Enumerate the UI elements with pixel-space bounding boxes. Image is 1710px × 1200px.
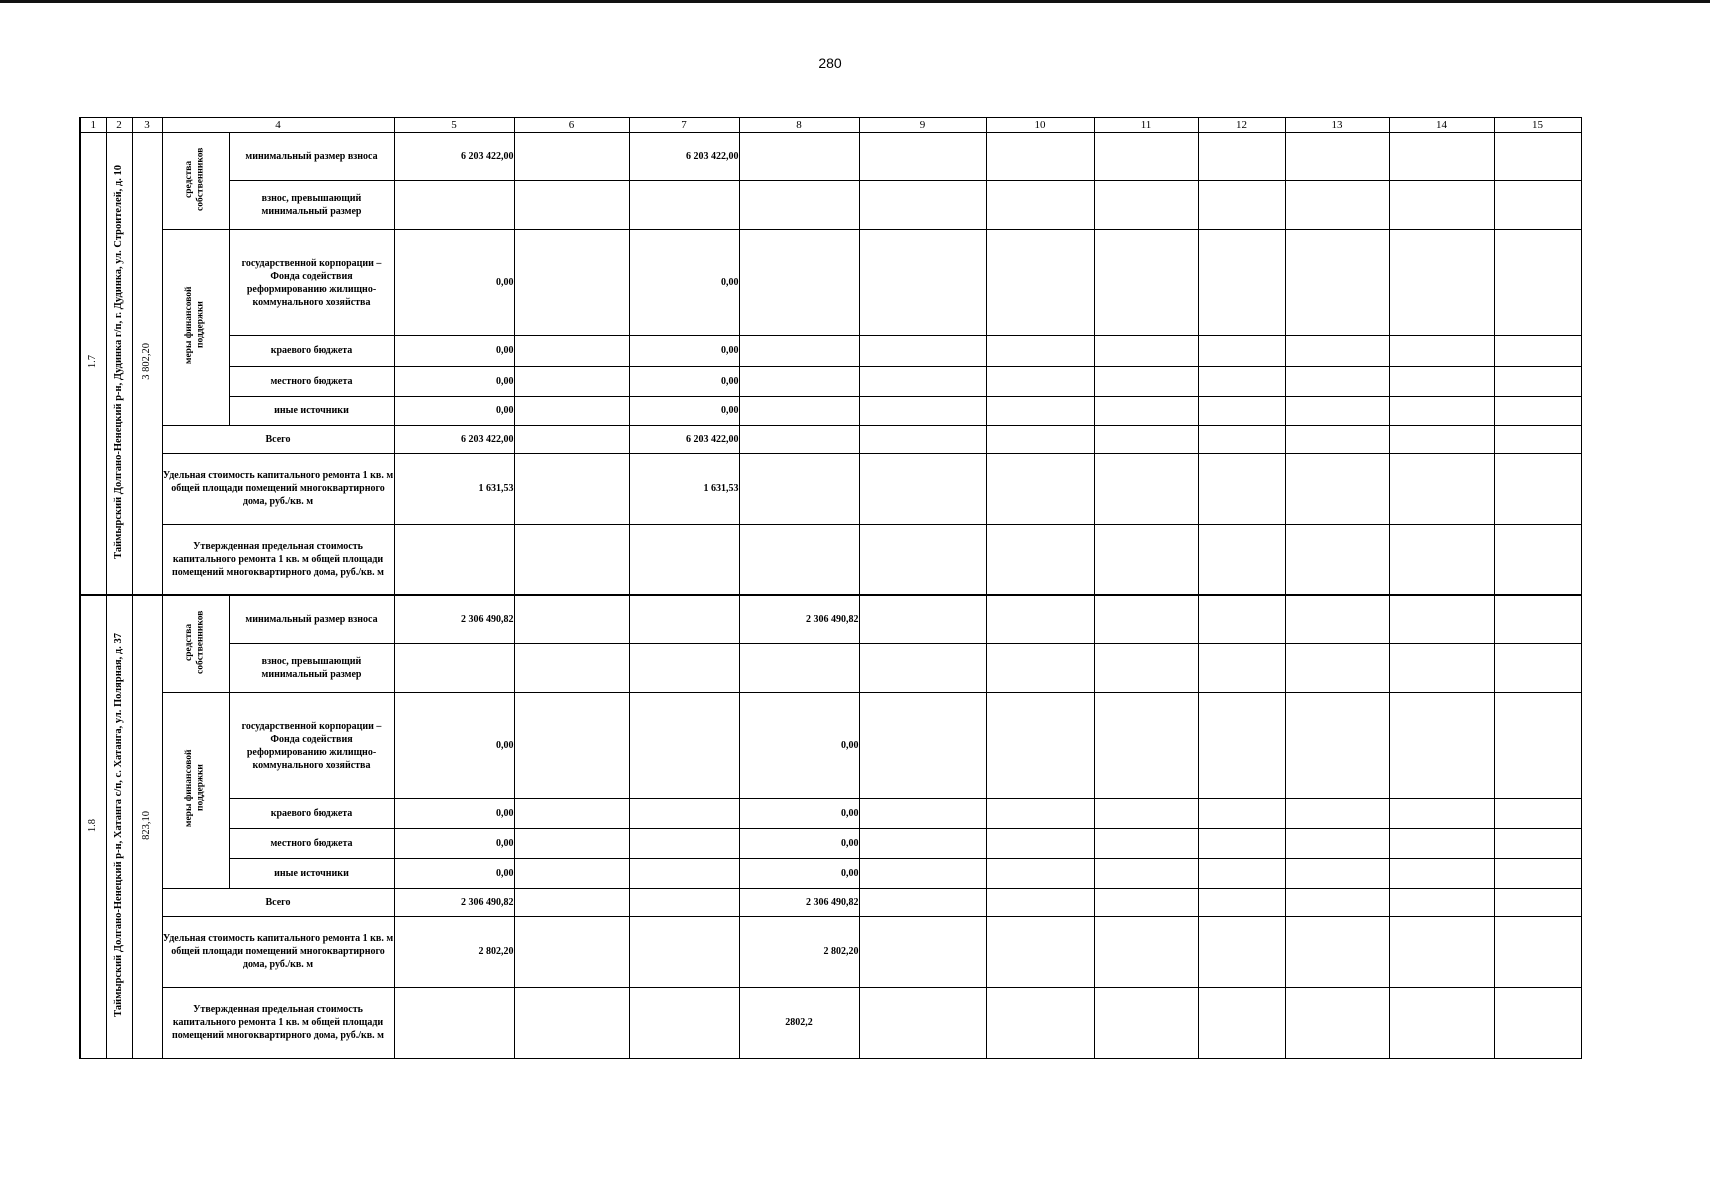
cell-col13 xyxy=(1285,799,1389,829)
cell-col10 xyxy=(986,859,1094,888)
cell-col15 xyxy=(1494,524,1581,595)
row-label-unit-cost: Удельная стоимость капитального ремонта 1 кв. м общей площади помещений многоквартирного дома, руб./кв. м xyxy=(162,453,394,524)
cell-col12 xyxy=(1198,799,1285,829)
cell-col12 xyxy=(1198,916,1285,987)
cell-col6 xyxy=(514,396,629,425)
col-num-13: 13 xyxy=(1285,118,1389,133)
cell-col6 xyxy=(514,230,629,336)
cell-col10 xyxy=(986,425,1094,453)
cell-col14 xyxy=(1389,366,1494,396)
cell-col6 xyxy=(514,916,629,987)
table-row xyxy=(80,396,1581,425)
table-row xyxy=(80,425,1581,453)
section-number: 1.8 xyxy=(80,595,106,1058)
cell-col15 xyxy=(1494,859,1581,888)
cell-col12 xyxy=(1198,453,1285,524)
cell-col11 xyxy=(1094,453,1198,524)
row-label-total: Всего xyxy=(162,888,394,916)
cell-col5: 1 631,53 xyxy=(394,453,514,524)
cell-col11 xyxy=(1094,693,1198,799)
cell-col14 xyxy=(1389,799,1494,829)
cell-col14 xyxy=(1389,133,1494,181)
cell-col12 xyxy=(1198,230,1285,336)
cell-col14 xyxy=(1389,336,1494,366)
cell-col11 xyxy=(1094,396,1198,425)
group-owners-funds: средства собственников xyxy=(162,595,229,692)
cell-col7: 6 203 422,00 xyxy=(629,133,739,181)
page-number: 280 xyxy=(818,55,842,71)
cell-col12 xyxy=(1198,693,1285,799)
cell-col12 xyxy=(1198,425,1285,453)
cell-col11 xyxy=(1094,829,1198,859)
cell-col14 xyxy=(1389,230,1494,336)
cell-col14 xyxy=(1389,644,1494,693)
group-financial-support: меры финансовой поддержки xyxy=(162,693,229,888)
table-row xyxy=(80,799,1581,829)
cell-col15 xyxy=(1494,829,1581,859)
cell-col11 xyxy=(1094,181,1198,230)
cell-col13 xyxy=(1285,859,1389,888)
row-label: государственной корпорации – Фонда содействия реформированию жилищно-коммунального хозяйства xyxy=(229,693,394,799)
column-number-row xyxy=(80,118,1581,133)
cell-col9 xyxy=(859,987,986,1058)
table-row xyxy=(80,829,1581,859)
section-number: 1.7 xyxy=(80,133,106,596)
house-area: 823,10 xyxy=(132,595,162,1058)
cell-col6 xyxy=(514,799,629,829)
cell-col8: 0,00 xyxy=(739,799,859,829)
cell-col6 xyxy=(514,888,629,916)
col-num-10: 10 xyxy=(986,118,1094,133)
cell-col5: 0,00 xyxy=(394,859,514,888)
cell-col11 xyxy=(1094,888,1198,916)
cell-col15 xyxy=(1494,644,1581,693)
cell-col10 xyxy=(986,453,1094,524)
cell-col13 xyxy=(1285,524,1389,595)
cell-col8 xyxy=(739,524,859,595)
cell-col5: 0,00 xyxy=(394,336,514,366)
cell-col9 xyxy=(859,230,986,336)
cell-col9 xyxy=(859,799,986,829)
cell-col9 xyxy=(859,644,986,693)
cell-col8 xyxy=(739,181,859,230)
cell-col12 xyxy=(1198,987,1285,1058)
cell-col5: 0,00 xyxy=(394,799,514,829)
cell-col13 xyxy=(1285,336,1389,366)
cell-col9 xyxy=(859,366,986,396)
cell-col10 xyxy=(986,396,1094,425)
cell-col14 xyxy=(1389,829,1494,859)
cell-col6 xyxy=(514,859,629,888)
row-label: краевого бюджета xyxy=(229,336,394,366)
cell-col6 xyxy=(514,366,629,396)
cell-col15 xyxy=(1494,366,1581,396)
cell-col12 xyxy=(1198,133,1285,181)
cell-col12 xyxy=(1198,859,1285,888)
house-address: Таймырский Долгано-Ненецкий р-н, Дудинка г/п, г. Дудинка, ул. Строителей, д. 10 xyxy=(106,133,132,596)
cell-col13 xyxy=(1285,230,1389,336)
cell-col11 xyxy=(1094,366,1198,396)
cell-col15 xyxy=(1494,453,1581,524)
col-num-3: 3 xyxy=(132,118,162,133)
cell-col5 xyxy=(394,181,514,230)
col-num-12: 12 xyxy=(1198,118,1285,133)
cell-col8: 2 306 490,82 xyxy=(739,595,859,643)
cell-col15 xyxy=(1494,693,1581,799)
row-label: взнос, превышающий минимальный размер xyxy=(229,181,394,230)
cell-col14 xyxy=(1389,181,1494,230)
cell-col12 xyxy=(1198,396,1285,425)
cell-col7 xyxy=(629,799,739,829)
cell-col10 xyxy=(986,888,1094,916)
cell-col5: 0,00 xyxy=(394,396,514,425)
cell-col8 xyxy=(739,453,859,524)
cell-col6 xyxy=(514,987,629,1058)
cell-col8 xyxy=(739,396,859,425)
cell-col15 xyxy=(1494,799,1581,829)
col-num-14: 14 xyxy=(1389,118,1494,133)
cell-col11 xyxy=(1094,230,1198,336)
cell-col13 xyxy=(1285,987,1389,1058)
row-label: взнос, превышающий минимальный размер xyxy=(229,644,394,693)
cell-col14 xyxy=(1389,595,1494,643)
cell-col12 xyxy=(1198,644,1285,693)
cell-col8: 2 802,20 xyxy=(739,916,859,987)
col-num-4: 4 xyxy=(162,118,394,133)
cell-col10 xyxy=(986,336,1094,366)
cell-col11 xyxy=(1094,644,1198,693)
cell-col15 xyxy=(1494,396,1581,425)
cell-col7 xyxy=(629,859,739,888)
cell-col9 xyxy=(859,425,986,453)
cell-col9 xyxy=(859,859,986,888)
cell-col13 xyxy=(1285,425,1389,453)
row-label-total: Всего xyxy=(162,425,394,453)
cell-col5: 0,00 xyxy=(394,366,514,396)
table-row xyxy=(80,366,1581,396)
cell-col5 xyxy=(394,987,514,1058)
cell-col7: 1 631,53 xyxy=(629,453,739,524)
cell-col9 xyxy=(859,693,986,799)
cell-col13 xyxy=(1285,693,1389,799)
row-label: иные источники xyxy=(229,396,394,425)
row-label: местного бюджета xyxy=(229,829,394,859)
table-row xyxy=(80,987,1581,1058)
cell-col12 xyxy=(1198,829,1285,859)
row-label: краевого бюджета xyxy=(229,799,394,829)
col-num-5: 5 xyxy=(394,118,514,133)
cell-col13 xyxy=(1285,644,1389,693)
cell-col9 xyxy=(859,453,986,524)
cell-col8: 0,00 xyxy=(739,829,859,859)
cell-col13 xyxy=(1285,133,1389,181)
table-row xyxy=(80,859,1581,888)
cell-col13 xyxy=(1285,396,1389,425)
cell-col5: 6 203 422,00 xyxy=(394,133,514,181)
cell-col9 xyxy=(859,888,986,916)
row-label-max-cost: Утвержденная предельная стоимость капитального ремонта 1 кв. м общей площади помещений многоквартирного дома, руб./кв. м xyxy=(162,524,394,595)
cell-col14 xyxy=(1389,453,1494,524)
cell-col7 xyxy=(629,693,739,799)
cell-col9 xyxy=(859,595,986,643)
cell-col5: 0,00 xyxy=(394,829,514,859)
cell-col5: 0,00 xyxy=(394,230,514,336)
cell-col14 xyxy=(1389,693,1494,799)
col-num-15: 15 xyxy=(1494,118,1581,133)
table-row xyxy=(80,336,1581,366)
cell-col7: 0,00 xyxy=(629,396,739,425)
cell-col7 xyxy=(629,829,739,859)
cell-col6 xyxy=(514,829,629,859)
table-row xyxy=(80,595,1581,643)
cell-col12 xyxy=(1198,888,1285,916)
financing-table xyxy=(79,117,1582,1059)
col-num-6: 6 xyxy=(514,118,629,133)
cell-col7 xyxy=(629,595,739,643)
table-row xyxy=(80,524,1581,595)
cell-col11 xyxy=(1094,425,1198,453)
col-num-7: 7 xyxy=(629,118,739,133)
cell-col11 xyxy=(1094,987,1198,1058)
cell-col8 xyxy=(739,366,859,396)
cell-col12 xyxy=(1198,595,1285,643)
cell-col13 xyxy=(1285,595,1389,643)
cell-col12 xyxy=(1198,366,1285,396)
cell-col10 xyxy=(986,916,1094,987)
col-num-1: 1 xyxy=(80,118,106,133)
table-row xyxy=(80,644,1581,693)
cell-col14 xyxy=(1389,396,1494,425)
cell-col8 xyxy=(739,230,859,336)
cell-col15 xyxy=(1494,425,1581,453)
cell-col14 xyxy=(1389,888,1494,916)
cell-col9 xyxy=(859,133,986,181)
cell-col6 xyxy=(514,133,629,181)
cell-col7: 0,00 xyxy=(629,336,739,366)
cell-col6 xyxy=(514,453,629,524)
top-border-line xyxy=(0,0,1710,3)
cell-col10 xyxy=(986,799,1094,829)
cell-col12 xyxy=(1198,524,1285,595)
cell-col8 xyxy=(739,644,859,693)
cell-col8 xyxy=(739,133,859,181)
cell-col15 xyxy=(1494,181,1581,230)
cell-col14 xyxy=(1389,987,1494,1058)
group-owners-funds: средства собственников xyxy=(162,133,229,230)
cell-col11 xyxy=(1094,336,1198,366)
cell-col10 xyxy=(986,693,1094,799)
group-financial-support: меры финансовой поддержки xyxy=(162,230,229,425)
cell-col11 xyxy=(1094,916,1198,987)
cell-col7: 0,00 xyxy=(629,366,739,396)
cell-col8: 2 306 490,82 xyxy=(739,888,859,916)
cell-col15 xyxy=(1494,888,1581,916)
cell-col5: 6 203 422,00 xyxy=(394,425,514,453)
cell-col6 xyxy=(514,595,629,643)
cell-col7 xyxy=(629,916,739,987)
col-num-11: 11 xyxy=(1094,118,1198,133)
cell-col8: 0,00 xyxy=(739,859,859,888)
cell-col10 xyxy=(986,987,1094,1058)
cell-col15 xyxy=(1494,916,1581,987)
cell-col11 xyxy=(1094,133,1198,181)
cell-col9 xyxy=(859,829,986,859)
cell-col13 xyxy=(1285,181,1389,230)
cell-col5: 0,00 xyxy=(394,693,514,799)
row-label: государственной корпорации – Фонда содействия реформированию жилищно-коммунального хозяйства xyxy=(229,230,394,336)
cell-col5 xyxy=(394,644,514,693)
cell-col14 xyxy=(1389,524,1494,595)
house-address: Таймырский Долгано-Ненецкий р-н, Хатанга с/п, с. Хатанга, ул. Полярная, д. 37 xyxy=(106,595,132,1058)
cell-col5: 2 802,20 xyxy=(394,916,514,987)
cell-col6 xyxy=(514,644,629,693)
cell-col5: 2 306 490,82 xyxy=(394,595,514,643)
cell-col7 xyxy=(629,644,739,693)
row-label-unit-cost: Удельная стоимость капитального ремонта 1 кв. м общей площади помещений многоквартирного дома, руб./кв. м xyxy=(162,916,394,987)
cell-col15 xyxy=(1494,336,1581,366)
cell-col9 xyxy=(859,396,986,425)
table-row xyxy=(80,453,1581,524)
cell-col6 xyxy=(514,425,629,453)
cell-col11 xyxy=(1094,595,1198,643)
table-row xyxy=(80,888,1581,916)
cell-col15 xyxy=(1494,133,1581,181)
cell-col11 xyxy=(1094,799,1198,829)
cell-col10 xyxy=(986,133,1094,181)
cell-col5 xyxy=(394,524,514,595)
cell-col13 xyxy=(1285,916,1389,987)
cell-col7: 6 203 422,00 xyxy=(629,425,739,453)
cell-col8: 0,00 xyxy=(739,693,859,799)
table-row xyxy=(80,916,1581,987)
row-label: местного бюджета xyxy=(229,366,394,396)
cell-col10 xyxy=(986,366,1094,396)
col-num-2: 2 xyxy=(106,118,132,133)
cell-col13 xyxy=(1285,888,1389,916)
cell-col7 xyxy=(629,181,739,230)
cell-col8 xyxy=(739,425,859,453)
row-label-max-cost: Утвержденная предельная стоимость капитального ремонта 1 кв. м общей площади помещений многоквартирного дома, руб./кв. м xyxy=(162,987,394,1058)
cell-col11 xyxy=(1094,524,1198,595)
cell-col10 xyxy=(986,644,1094,693)
cell-col7 xyxy=(629,987,739,1058)
cell-col7 xyxy=(629,888,739,916)
cell-col15 xyxy=(1494,230,1581,336)
table-row xyxy=(80,693,1581,799)
cell-col10 xyxy=(986,230,1094,336)
cell-col12 xyxy=(1198,181,1285,230)
cell-col9 xyxy=(859,916,986,987)
col-num-9: 9 xyxy=(859,118,986,133)
row-label: иные источники xyxy=(229,859,394,888)
cell-col15 xyxy=(1494,987,1581,1058)
table-row xyxy=(80,181,1581,230)
cell-col9 xyxy=(859,524,986,595)
cell-col9 xyxy=(859,181,986,230)
cell-col10 xyxy=(986,829,1094,859)
cell-col12 xyxy=(1198,336,1285,366)
cell-col14 xyxy=(1389,425,1494,453)
cell-col9 xyxy=(859,336,986,366)
cell-col10 xyxy=(986,524,1094,595)
cell-col8 xyxy=(739,336,859,366)
cell-col13 xyxy=(1285,366,1389,396)
col-num-8: 8 xyxy=(739,118,859,133)
cell-col10 xyxy=(986,181,1094,230)
table-row xyxy=(80,230,1581,336)
cell-col11 xyxy=(1094,859,1198,888)
cell-col6 xyxy=(514,181,629,230)
cell-col6 xyxy=(514,336,629,366)
house-area: 3 802,20 xyxy=(132,133,162,596)
cell-col15 xyxy=(1494,595,1581,643)
row-label: минимальный размер взноса xyxy=(229,595,394,643)
cell-col7: 0,00 xyxy=(629,230,739,336)
row-label: минимальный размер взноса xyxy=(229,133,394,181)
table-row xyxy=(80,133,1581,181)
cell-col14 xyxy=(1389,916,1494,987)
cell-col6 xyxy=(514,524,629,595)
cell-col14 xyxy=(1389,859,1494,888)
cell-col7 xyxy=(629,524,739,595)
cell-col10 xyxy=(986,595,1094,643)
cell-col6 xyxy=(514,693,629,799)
cell-col13 xyxy=(1285,453,1389,524)
cell-col13 xyxy=(1285,829,1389,859)
cell-col8: 2802,2 xyxy=(739,987,859,1058)
cell-col5: 2 306 490,82 xyxy=(394,888,514,916)
